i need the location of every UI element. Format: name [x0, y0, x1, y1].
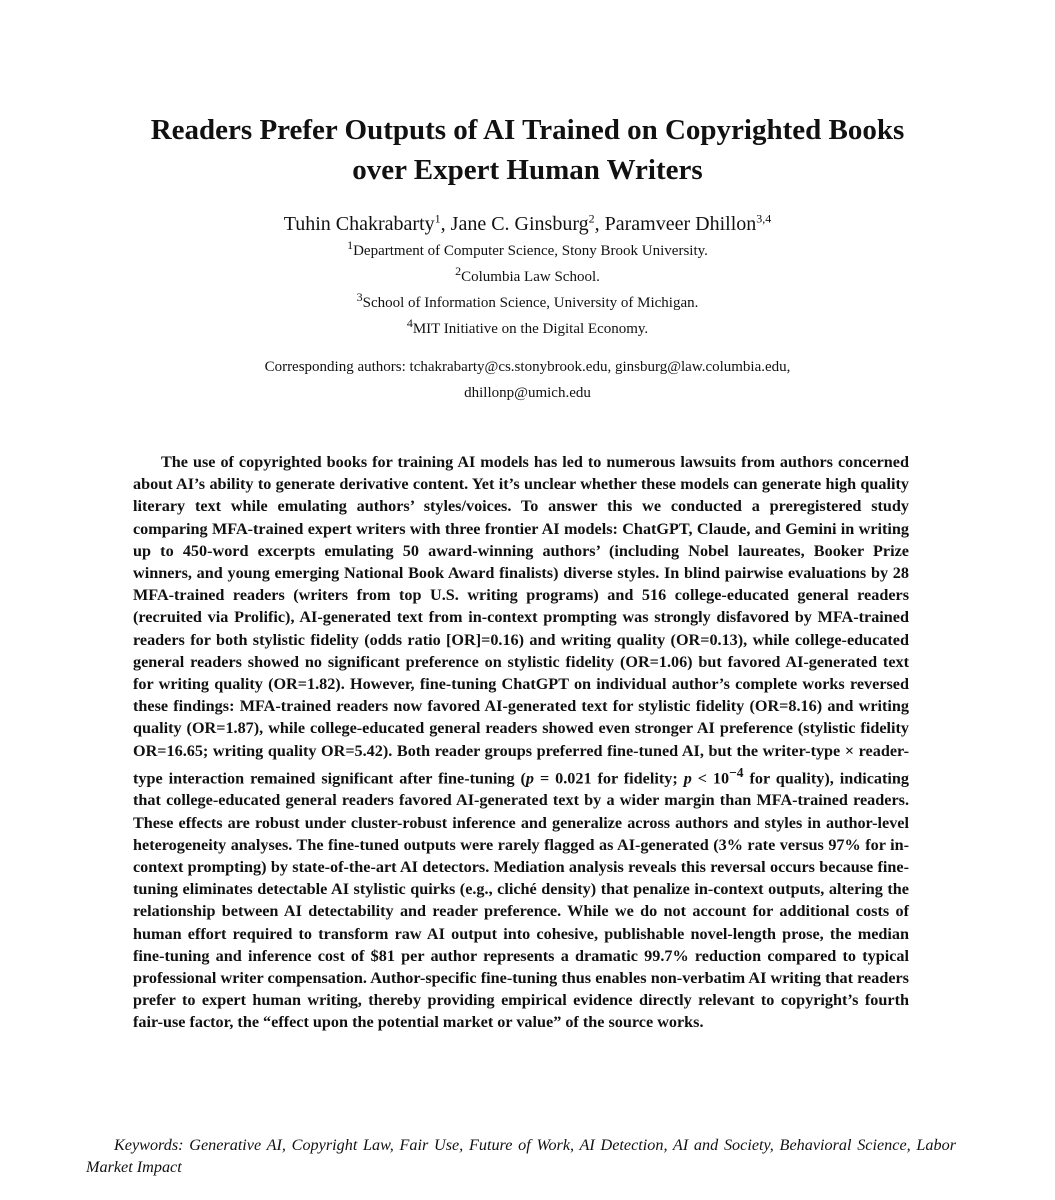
author-list: Tuhin Chakrabarty$^1$, Jane C. Ginsburg$^2$, Paramveer Dhillon$^{3,4}$ — [283, 211, 772, 235]
title-line-1: Readers Prefer Outputs of AI Trained on Copyrighted Books — [150, 114, 905, 146]
author-affiliation-mark: 1 — [434, 211, 441, 226]
affiliation-text: Columbia Law School. — [461, 269, 600, 285]
affiliation-mark: 1 — [347, 238, 354, 252]
abstract — [133, 451, 909, 1034]
author-affiliation-mark: 3,4 — [756, 211, 772, 226]
abstract-text-1: The use of copyrighted books for training AI models has led to numerous lawsuits from authors concerned about AI’s ability to generate derivative content. Yet it’s unclear whether these models can generate high quality literary text while emulating authors’ styles/voices. To answer this we conducted a preregistered study comparing MFA-trained expert writers with three frontier AI models: ChatGPT, Claude, and Gemini in writing up to 450-word excerpts emulating 50 award-winning authors’ (including Nobel laureates, Booker Prize winners, and young emerging National Book Award finalists) diverse styles. In blind pairwise evaluations by 28 MFA-trained readers (writers from top U.S. writing programs) and 516 college-educated general readers (recruited via Prolific), AI-generated text from in-context prompting was strongly disfavored by MFA-trained readers for both stylistic fidelity (odds ratio [OR]=0.16) and writing quality (OR=0.13), while college-educated general readers showed no significant preference on stylistic fidelity (OR=1.06) but favored AI-generated text for writing quality (OR=1.82). However, fine-tuning ChatGPT on individual author’s complete works reversed these findings: MFA-trained readers now favored AI-generated text for stylistic fidelity (OR=8.16) and writing quality (OR=1.87), while college-educated general readers showed even stronger AI preference (stylistic fidelity OR=16.65; writing quality OR=5.42). Both reader groups preferred fine-tuned AI, but the writer-type × reader-type interaction remained significant after fine-tuning ( — [133, 453, 909, 788]
keywords: Keywords: Generative AI, Copyright Law, Fair Use, Future of Work, AI Detection, AI and Society, Behavioral Science, Labor Market Impact — [86, 1136, 956, 1176]
p-value-symbol: p — [525, 769, 535, 788]
corresponding-authors — [0, 354, 1055, 406]
p-value-exponent: −4 — [729, 764, 744, 780]
author-name: Tuhin Chakrabarty — [283, 213, 435, 235]
corresponding-line-1: Corresponding authors: tchakrabarty@cs.stonybrook.edu, ginsburg@law.columbia.edu, — [264, 359, 791, 375]
p-value-threshold: < 10 — [691, 769, 730, 788]
affiliation-1 — [0, 238, 1055, 261]
abstract-text-2: for quality), indicating that college-educated general readers favored AI-generated text by a wider margin than MFA-trained readers. These effects are robust under cluster-robust inference and generalize across authors and styles in author-level heterogeneity analyses. The fine-tuned outputs were rarely flagged as AI-generated (3% rate versus 97% for in-context prompting) by state-of-the-art AI detectors. Mediation analysis reveals this reversal occurs because fine-tuning eliminates detectable AI stylistic quirks (e.g., cliché density) that penalize in-context outputs, altering the relationship between AI detectability and reader preference. While we do not account for additional costs of human effort required to transform raw AI output into cohesive, publishable novel-length prose, the median fine-tuning and inference cost of $81 per author represents a dramatic 99.7% reduction compared to typical professional writer compensation. Author-specific fine-tuning thus enables non-verbatim AI writing that readers prefer to expert human writing, thereby providing empirical evidence directly relevant to copyright’s fourth fair-use factor, the “effect upon the potential market or value” of the source works. — [133, 769, 910, 1032]
affiliation-text: Department of Computer Science, Stony Brook University. — [353, 243, 708, 259]
author-name: Jane C. Ginsburg — [450, 213, 589, 235]
affiliation-text: School of Information Science, University of Michigan. — [362, 295, 699, 311]
affiliation-4 — [0, 316, 1055, 339]
affiliation-mark: 2 — [455, 264, 462, 278]
paper-title — [0, 110, 1055, 190]
title-line-2: over Expert Human Writers — [352, 154, 703, 186]
p-value-symbol: p — [683, 769, 692, 788]
affiliation-3 — [0, 290, 1055, 313]
corresponding-line-2: dhillonp@umich.edu — [464, 385, 591, 401]
affiliation-mark: 3 — [356, 290, 363, 304]
abstract-paragraph — [133, 451, 909, 1034]
author-name: Paramveer Dhillon — [604, 213, 757, 235]
affiliation-2 — [0, 264, 1055, 287]
affiliation-text: MIT Initiative on the Digital Economy. — [412, 321, 649, 337]
author-affiliation-mark: 2 — [588, 211, 595, 226]
p-value-fidelity: = 0.021 for fidelity; — [534, 769, 684, 788]
affiliation-mark: 4 — [406, 316, 413, 330]
